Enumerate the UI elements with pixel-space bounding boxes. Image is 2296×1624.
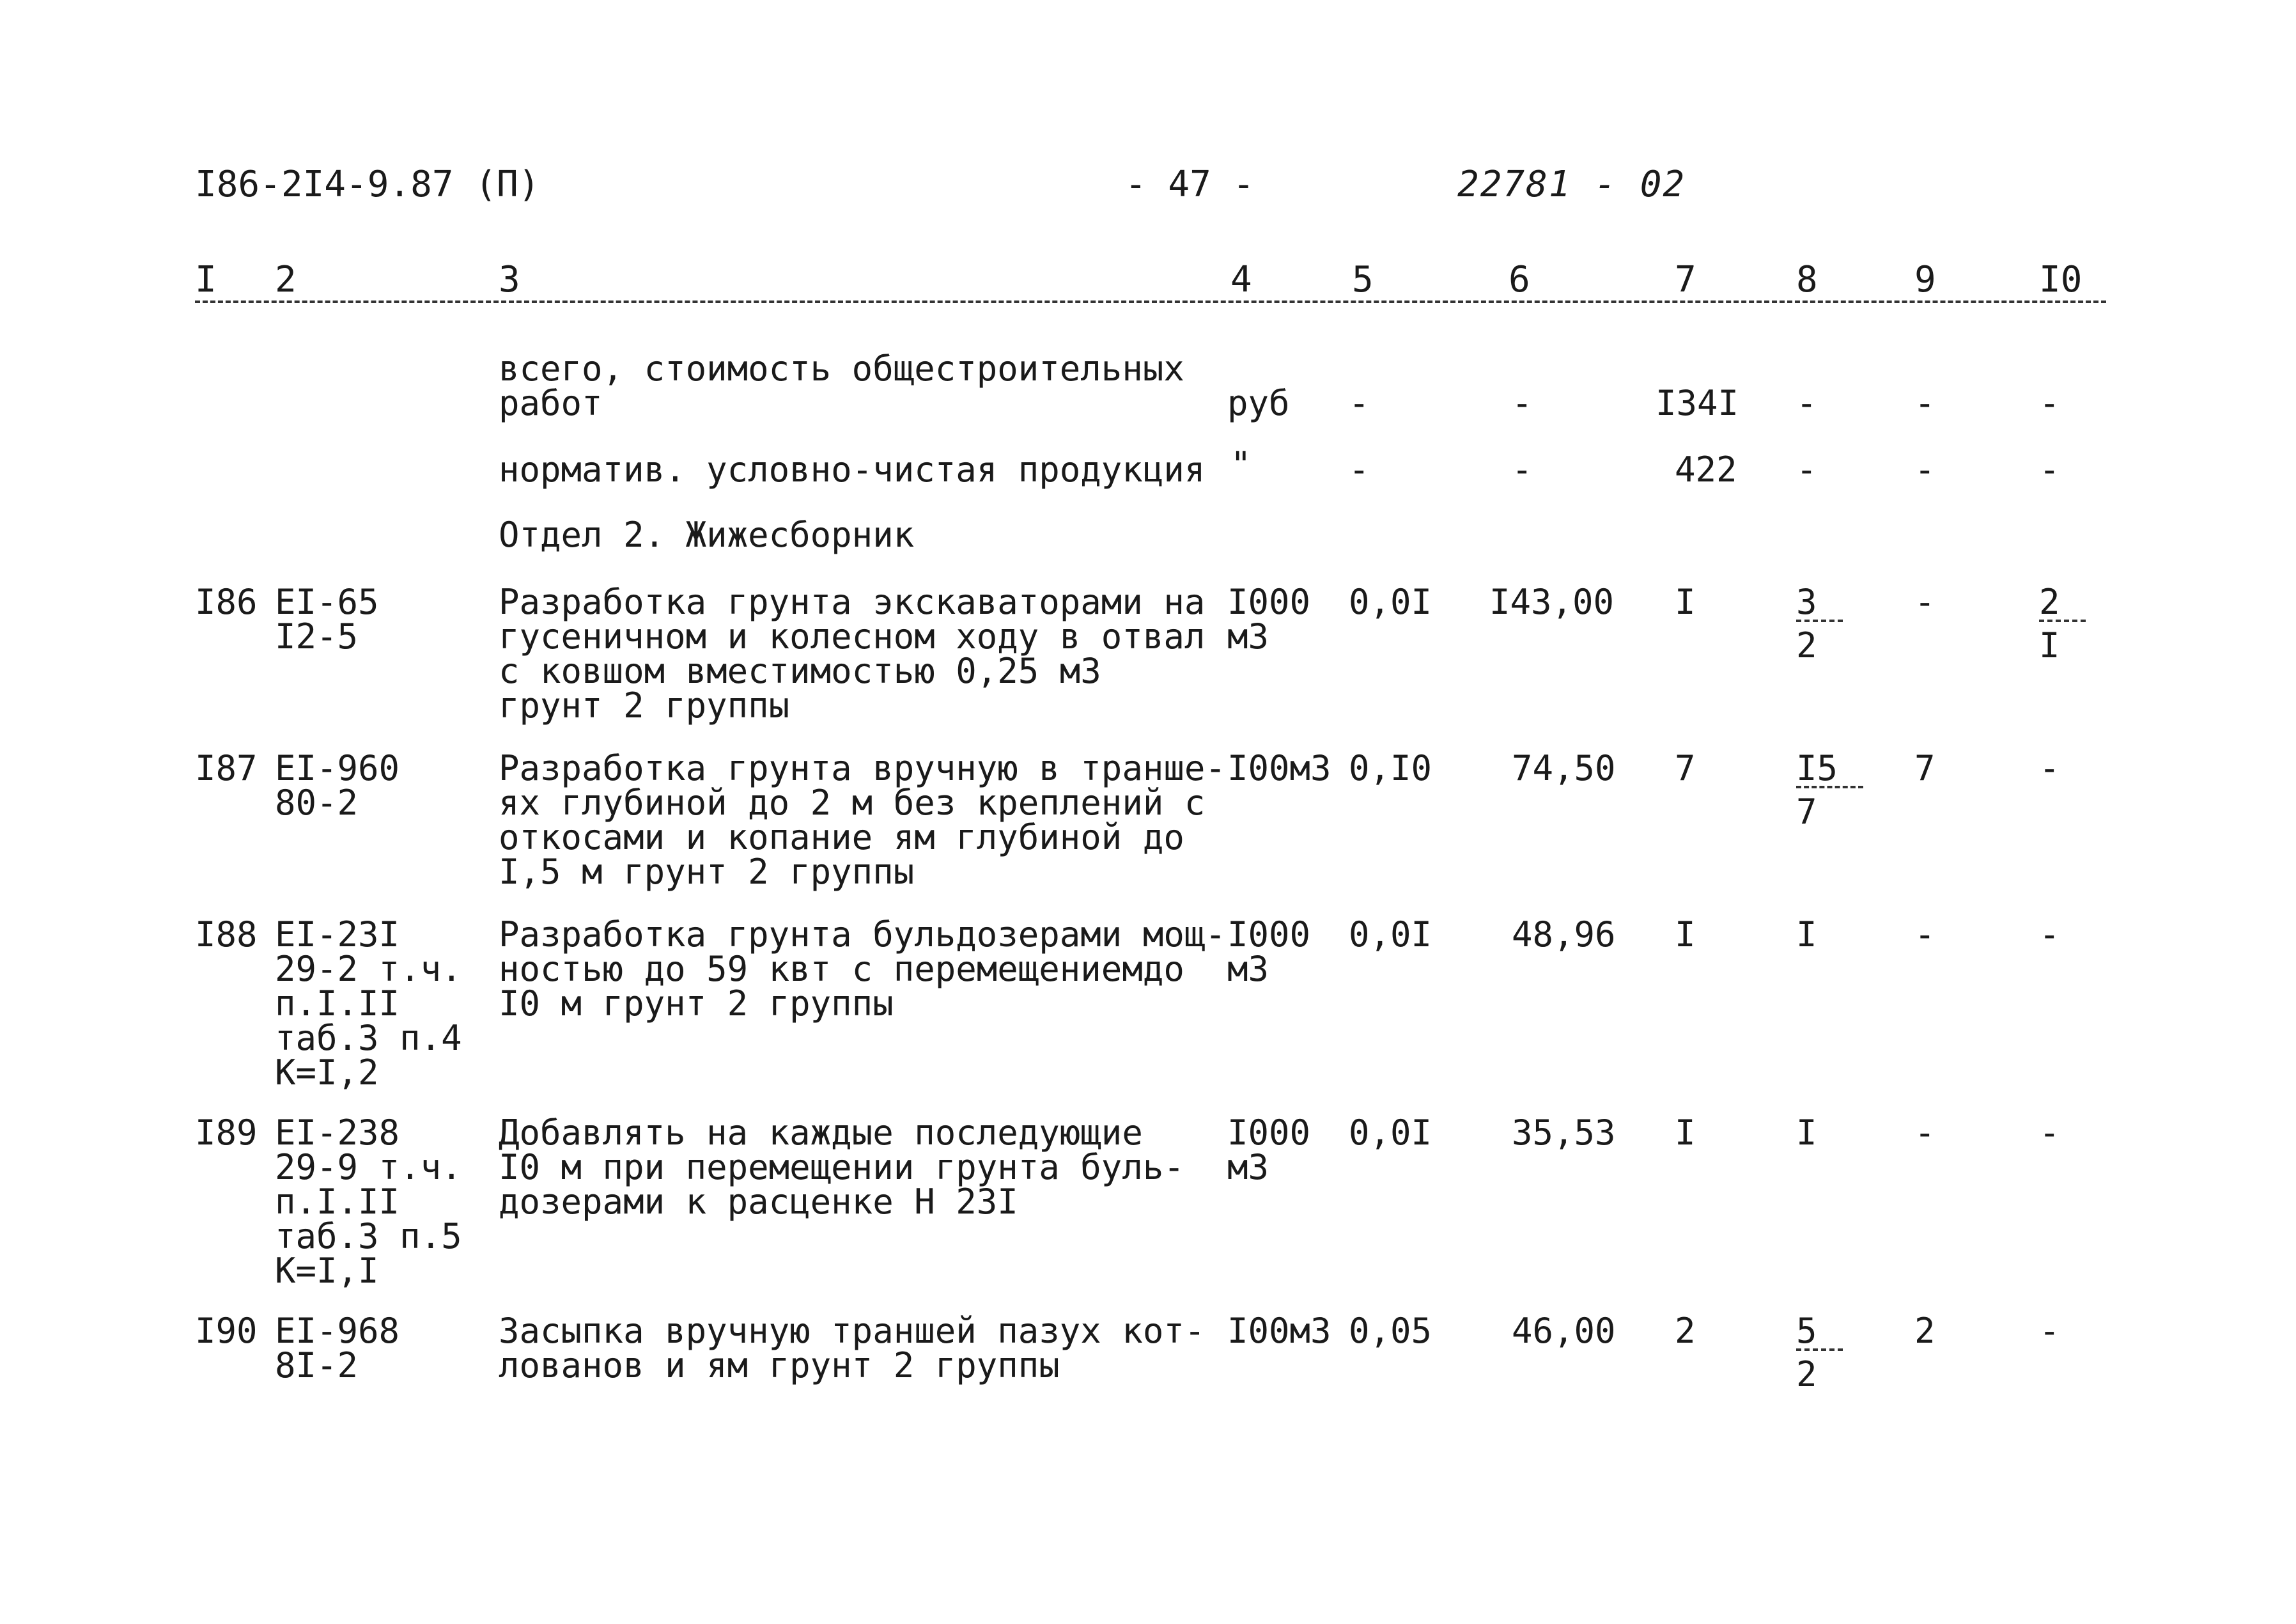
row-code: EI-960 80-2 (275, 748, 400, 823)
row-c7: 2 (1675, 1311, 1696, 1351)
row-c9: - (1914, 914, 1935, 955)
row-c8-fraction: $\frac{5}{2}$ (1796, 1314, 1843, 1392)
summary-total-unit: руб (1227, 383, 1290, 423)
row-c8: I (1796, 914, 1817, 955)
row-c10-fraction: $\frac{2}{I}$ (2039, 585, 2086, 663)
summary-net-c9: - (1914, 449, 1935, 490)
row-number: I89 (195, 1113, 258, 1153)
row-number: I90 (195, 1311, 258, 1351)
row-c9: - (1914, 582, 1935, 622)
row-c10: - (2039, 1113, 2060, 1153)
section-title: Отдел 2. Жижесборник (499, 515, 915, 555)
row-c7: I (1675, 1113, 1696, 1153)
row-code: EI-968 8I-2 (275, 1311, 400, 1386)
column-header-10: I0 (2039, 259, 2083, 301)
summary-total-c5: - (1349, 383, 1370, 423)
row-unit: I000 м3 (1227, 914, 1311, 989)
row-c5: 0,0I (1349, 582, 1432, 622)
row-c9: - (1914, 1113, 1935, 1153)
row-description: Засыпка вручную траншей пазух кот- лованов и ям грунт 2 группы (499, 1311, 1206, 1386)
summary-total-c9: - (1914, 383, 1935, 423)
column-header-5: 5 (1352, 259, 1374, 301)
row-code: EI-65 I2-5 (275, 582, 379, 657)
row-c7: 7 (1675, 748, 1696, 788)
row-c5: 0,0I (1349, 1113, 1432, 1153)
row-code: EI-23I 29-2 т.ч. п.I.II таб.3 п.4 К=I,2 (275, 914, 462, 1093)
column-header-2: 2 (275, 259, 297, 301)
row-c5: 0,I0 (1349, 748, 1432, 788)
row-c9: 7 (1914, 748, 1935, 788)
document-code: I86-2I4-9.87 (П) (195, 164, 540, 205)
row-c5: 0,05 (1349, 1311, 1432, 1351)
row-c6: I43,00 (1489, 582, 1615, 622)
row-c7: I (1675, 914, 1696, 955)
column-header-9: 9 (1914, 259, 1936, 301)
row-unit: I00м3 (1227, 748, 1331, 788)
row-c6: 48,96 (1512, 914, 1616, 955)
row-code: EI-238 29-9 т.ч. п.I.II таб.3 п.5 К=I,I (275, 1113, 462, 1291)
row-number: I88 (195, 914, 258, 955)
summary-net-c6: - (1512, 449, 1533, 490)
column-header-1: I (195, 259, 217, 301)
row-unit: I000 м3 (1227, 582, 1311, 657)
row-c8-fraction: $\frac{3}{2}$ (1796, 585, 1843, 663)
summary-total-description: всего, стоимость общестроительных работ (499, 348, 1184, 423)
column-header-6: 6 (1509, 259, 1530, 301)
column-header-8: 8 (1796, 259, 1818, 301)
column-header-4: 4 (1230, 259, 1252, 301)
summary-net-unit: " (1230, 444, 1252, 485)
summary-net-c7: 422 (1675, 449, 1737, 490)
row-c6: 35,53 (1512, 1113, 1616, 1153)
row-c10: - (2039, 914, 2060, 955)
row-unit: I000 м3 (1227, 1113, 1311, 1187)
summary-net-c8: - (1796, 449, 1817, 490)
summary-net-description: норматив. условно-чистая продукция (499, 449, 1206, 490)
summary-net-c10: - (2039, 449, 2060, 490)
row-description: Разработка грунта вручную в транше- ях глубиной до 2 м без креплений с откосами и копание ям глубиной до I,5 м грунт 2 группы (499, 748, 1226, 892)
header-divider (195, 301, 2106, 303)
summary-total-c7: I34I (1656, 383, 1739, 423)
registration-stamp: 22781 - 02 (1457, 164, 1686, 205)
summary-net-c5: - (1349, 449, 1370, 490)
row-number: I87 (195, 748, 258, 788)
column-header-3: 3 (499, 259, 520, 301)
row-c7: I (1675, 582, 1696, 622)
summary-total-c8: - (1796, 383, 1817, 423)
summary-total-c10: - (2039, 383, 2060, 423)
row-c5: 0,0I (1349, 914, 1432, 955)
row-c6: 46,00 (1512, 1311, 1616, 1351)
row-c9: 2 (1914, 1311, 1935, 1351)
summary-total-c6: - (1512, 383, 1533, 423)
row-c6: 74,50 (1512, 748, 1616, 788)
row-c10: - (2039, 748, 2060, 788)
row-c8-fraction: $\frac{I5}{7}$ (1796, 751, 1863, 829)
row-c8: I (1796, 1113, 1817, 1153)
row-description: Разработка грунта экскаваторами на гусеничном и колесном ходу в отвал с ковшом вместимостью 0,25 м3 грунт 2 группы (499, 582, 1206, 726)
row-description: Добавлять на каждые последующие I0 м при перемещении грунта буль- дозерами к расценке Н 23I (499, 1113, 1184, 1222)
row-number: I86 (195, 582, 258, 622)
page-number: - 47 - (1125, 164, 1255, 205)
column-header-7: 7 (1675, 259, 1696, 301)
row-c10: - (2039, 1311, 2060, 1351)
row-description: Разработка грунта бульдозерами мощ- ностью до 59 квт с перемещениемдо I0 м грунт 2 группы (499, 914, 1226, 1024)
row-unit: I00м3 (1227, 1311, 1331, 1351)
